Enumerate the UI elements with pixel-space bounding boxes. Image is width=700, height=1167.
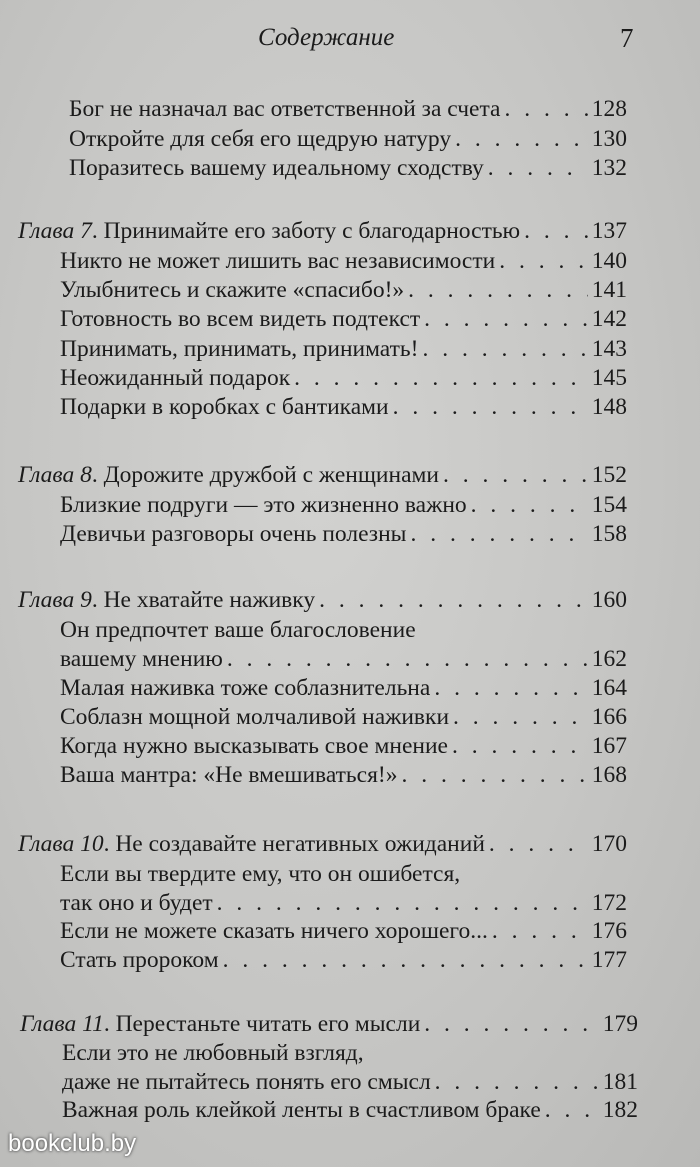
toc-entry: Готовность во всем видеть подтекст . . . 142 [60,306,627,336]
toc-entry: так оно и будет . . . 172 [60,890,627,920]
toc-chapter: Глава 11. Перестаньте читать его мысли . . . 179 [20,1011,638,1041]
toc-chapter: Глава 8. Дорожите дружбой с женщинами . . . 152 [18,462,627,492]
chapter-label: Глава 10 [18,831,104,857]
toc-entry: даже не пытайтесь понять его смысл . . . 181 [62,1069,638,1099]
toc-entry-line1: Он предпочтет ваше благословение [60,617,416,643]
toc-entry: Подарки в коробках с бантиками . . . 148 [60,394,627,424]
site-watermark: bookclub.by [8,1130,137,1157]
toc-entry: Принимать, принимать, принимать! . . . 143 [60,336,627,366]
toc-entry: Никто не может лишить вас независимости . . . 140 [60,248,627,278]
toc-entry: Бог не назначал вас ответственной за счета . . . 128 [69,96,627,126]
chapter-label: Глава 7 [18,218,92,244]
header-page-number: 7 [620,23,634,53]
toc-entry: Неожиданный подарок . . . 145 [60,365,627,395]
toc-chapter: Глава 7. Принимайте его заботу с благодарностью . . . 137 [18,218,627,248]
toc-entry: вашему мнению . . . 162 [60,646,627,676]
toc-entry: Откройте для себя его щедрую натуру . . . 130 [69,126,627,156]
toc-entry: Если не можете сказать ничего хорошего... . . . 176 [60,918,627,948]
toc-entry: Малая наживка тоже соблазнительна . . . 164 [60,675,627,705]
toc-entry: Девичьи разговоры очень полезны . . . 158 [60,521,627,551]
toc-entry: Соблазн мощной молчаливой наживки . . . 166 [60,704,627,734]
toc-entry: Когда нужно высказывать свое мнение . . . 167 [60,733,627,763]
toc-entry: Стать пророком . . . 177 [60,947,627,977]
toc-entry: Ваша мантра: «Не вмешиваться!» . . . 168 [60,762,627,792]
toc-entry-line1: Если вы твердите ему, что он ошибется, [60,861,461,887]
toc-entry: Важная роль клейкой ленты в счастливом браке . . . 182 [62,1097,638,1127]
toc-chapter: Глава 10. Не создавайте негативных ожиданий . . . 170 [18,831,627,861]
toc-entry-line1: Если это не любовный взгляд, [62,1040,364,1066]
toc-entry: Поразитесь вашему идеальному сходству . . . 132 [69,155,627,185]
toc-chapter: Глава 9. Не хватайте наживку . . . 160 [18,587,627,617]
header-title: Содержание [258,24,395,51]
toc-entry: Улыбнитесь и скажите «спасибо!» . . . 141 [60,277,627,307]
chapter-label: Глава 8 [18,462,92,488]
chapter-label: Глава 11 [20,1011,104,1037]
toc-entry: Близкие подруги — это жизненно важно . . . 154 [60,492,627,522]
chapter-label: Глава 9 [18,587,92,613]
